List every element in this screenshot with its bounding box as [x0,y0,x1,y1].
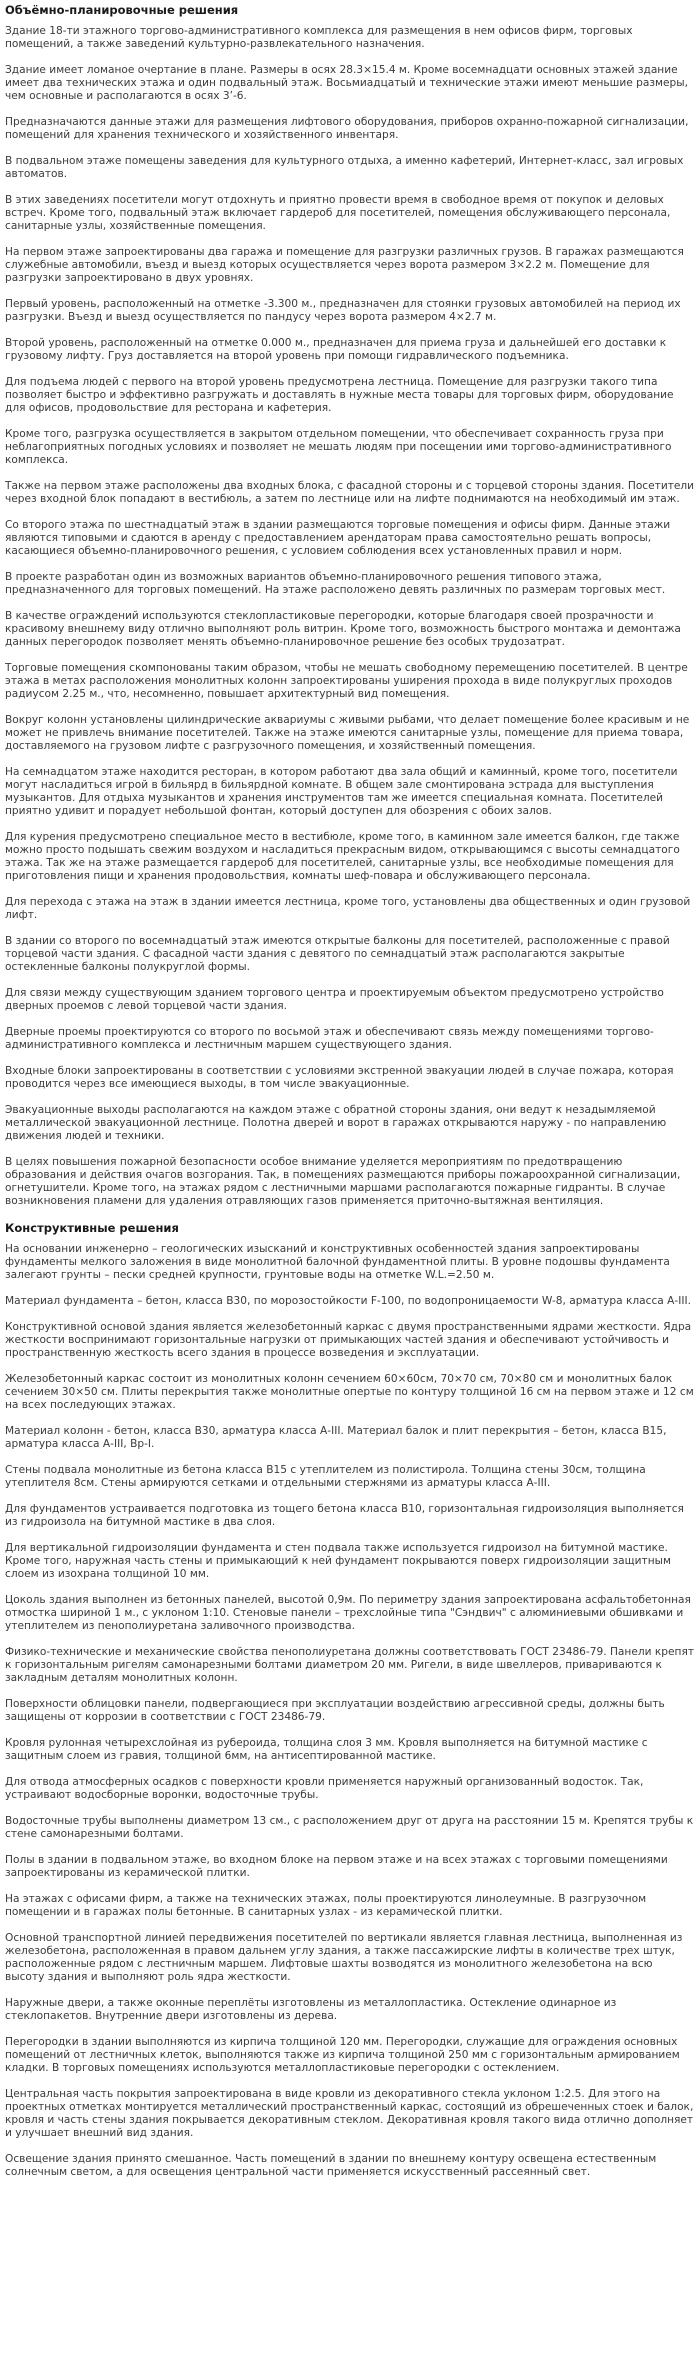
paragraph: Со второго этажа по шестнадцатый этаж в здании размещаются торговые помещения и офисы фирм. Данные этажи являются типовыми и сдаются в аренду с предоставлением арендаторам права самостоятельно решать вопросы, касающиеся объемно-планировочного решения, с условием соблюдения всех установленных правил и норм. [5,519,671,557]
paragraph: Наружные двери, а также оконные переплёты изготовлены из металлопластика. Остекление одинарное из стеклопакетов. Внутренние двери изготовлены из дерева. [5,1997,617,2022]
paragraph: Для фундаментов устраивается подготовка из тощего бетона класса В10, горизонтальная гидроизоляция выполняется из гидроизола на битумной мастике в два слоя. [5,1503,684,1528]
paragraph: Торговые помещения скомпонованы таким образом, чтобы не мешать свободному перемещению посетителей. В центре этажа в метах расположения монолитных колонн запроектированы уширения прохода в виде полукруглых проходов радиусом 2.25 м., что, несомненно, повышает архитектурный вид помещения. [5,662,688,700]
paragraph: Для подъема людей с первого на второй уровень предусмотрена лестница. Помещение для разгрузки такого типа позволяет быстро и эффективно разгружать и доставлять в нужные места товары для торговых фирм, оборудование для офисов, продовольствие для ресторана и кафетерия. [5,376,674,414]
paragraph: Освещение здания принято смешанное. Часть помещений в здании по внешнему контуру освещена естественным солнечным светом, а для освещения центральной части применяется искусственный рассеянный свет. [5,2153,657,2178]
section-body [5,25,695,1208]
paragraph: Входные блоки запроектированы в соответствии с условиями экстренной эвакуации людей в случае пожара, которая проводится через все имеющиеся выходы, в том числе эвакуационные. [5,1065,674,1090]
paragraph: Физико-технические и механические свойства пенополиуретана должны соответствовать ГОСТ 23486-79. Панели крепят к горизонтальным ригелям самонарезными болтами диаметром 20 мм. Ригели, в виде швеллеров, привариваются к закладным деталям монолитных колонн. [5,1646,694,1684]
paragraph: Также на первом этаже расположены два входных блока, с фасадной стороны и с торцевой стороны здания. Посетители через входной блок попадают в вестибюль, а затем по лестнице или на лифте поднимаются на необходимый им этаж. [5,480,695,505]
paragraph: Водосточные трубы выполнены диаметром 13 см., с расположением друг от друга на расстоянии 15 м. Крепятся трубы к стене самонарезными болтами. [5,1815,694,1840]
paragraph: Первый уровень, расположенный на отметке -3.300 м., предназначен для стоянки грузовых автомобилей на период их разгрузки. Въезд и выезд осуществляется по пандусу через ворота размером 4×2.7 м. [5,298,681,323]
paragraph: В подвальном этаже помещены заведения для культурного отдыха, а именно кафетерий, Интернет-класс, зал игровых автоматов. [5,155,684,180]
paragraph: Перегородки в здании выполняются из кирпича толщиной 120 мм. Перегородки, служащие для ограждения основных помещений от лестничных клеток, выполняются также из кирпича толщиной 250 мм с горизонтальным армированием кладки. В торговых помещениях используются металлопластиковые перегородки с остеклением. [5,2036,680,2074]
section-planning [5,3,695,1208]
paragraph: Для курения предусмотрено специальное место в вестибюле, кроме того, в каминном зале имеется балкон, где также можно просто подышать свежим воздухом и насладиться прекрасным видом, открывающимся с высоты семнадцатого этажа. Так же на этаже размещается гардероб для посетителей, санитарные узлы, все необходимые помещения для приготовления пищи и хранения продовольствия, комнаты шеф-повара и обслуживающего персонала. [5,831,680,882]
section-structural [5,1221,695,2179]
paragraph: Материал колонн - бетон, класса В30, арматура класса А-III. Материал балок и плит перекрытия – бетон, класса В15, арматура класса А-III, Вр-I. [5,1425,667,1450]
paragraph: Для отвода атмосферных осадков с поверхности кровли применяется наружный организованный водосток. Так, устраивают водосборные воронки, водосточные трубы. [5,1776,644,1801]
section-heading: Конструктивные решения [5,1221,179,1235]
paragraph: Дверные проемы проектируются со второго по восьмой этаж и обеспечивают связь между помещениями торгово-административного комплекса и лестничным маршем существующего здания. [5,1026,654,1051]
paragraph: Полы в здании в подвальном этаже, во входном блоке на первом этаже и на всех этажах с торговыми помещениями запроектированы из керамической плитки. [5,1854,668,1879]
paragraph: В качестве ограждений используются стеклопластиковые перегородки, которые благодаря своей прозрачности и красивому внешнему виду отлично выполняют роль витрин. Кроме того, возможность быстрого монтажа и демонтажа данных перегородок позволяет менять объемно-планировочное решение без особых трудозатрат. [5,610,681,648]
paragraph: Для вертикальной гидроизоляции фундамента и стен подвала также используется гидроизол на битумной мастике. Кроме того, наружная часть стены и примыкающий к ней фундамент покрываются поверх гидроизоляции защитным слоем из изохрана толщиной 10 мм. [5,1542,671,1580]
paragraph: Кроме того, разгрузка осуществляется в закрытом отдельном помещении, что обеспечивает сохранность груза при неблагоприятных погодных условиях и позволяет не мешать людям при посещении ими торгово-административного комплекса. [5,428,672,466]
paragraph: Для перехода с этажа на этаж в здании имеется лестница, кроме того, установлены два общественных и один грузовой лифт. [5,896,691,921]
paragraph: Поверхности облицовки панели, подвергающиеся при эксплуатации воздействию агрессивной среды, должны быть защищены от коррозии в соответствии с ГОСТ 23486-79. [5,1698,665,1723]
paragraph: Материал фундамента – бетон, класса В30, по морозостойкости F-100, по водопроницаемости W-8, арматура класса А-III. [5,1295,691,1307]
paragraph: Вокруг колонн установлены цилиндрические аквариумы с живыми рыбами, что делает помещение более красивым и не может не привлечь внимание посетителей. Также на этаже имеются санитарные узлы, помещение для приема товара, доставляемого на грузовом лифте с разгрузочного помещения, и хозяйственный помещения. [5,714,690,752]
paragraph: На семнадцатом этаже находится ресторан, в котором работают два зала общий и каминный, кроме того, посетители могут насладиться игрой в бильярд в бильярдной комнате. В общем зале смонтирована эстрада для выступления музыкантов. Для отдыха музыкантов и хранения инструментов там же имеется специальная комната. Посетителей приятно удивит и порадует небольшой фонтан, который доступен для обозрения с обоих залов. [5,766,678,817]
section-body [5,1243,695,2179]
paragraph: В целях повышения пожарной безопасности особое внимание уделяется мероприятиям по предотвращению образования и действия очагов возгорания. Так, в помещениях размещаются приборы пожароохранной сигнализации, огнетушители. Кроме того, на этажах рядом с лестничными маршами располагаются пожарные гидранты. В случае возникновения пламени для удаления отравляющих газов применяется приточно-вытяжная вентиляция. [5,1156,681,1207]
paragraph: Конструктивной основой здания является железобетонный каркас с двумя пространственными ядрами жесткости. Ядра жесткости воспринимают горизонтальные нагрузки от примыкающих частей здания и обеспечивают устойчивость и пространственную жесткость всего здания в процессе возведения и эксплуатации. [5,1321,692,1359]
paragraph: Железобетонный каркас состоит из монолитных колонн сечением 60×60см, 70×70 см, 70×80 см и монолитных балок сечением 30×50 см. Плиты перекрытия также монолитные опертые по контуру толщиной 16 см на первом этаже и 12 см на всех последующих этажах. [5,1373,694,1411]
paragraph: Кровля рулонная четырехслойная из рубероида, толщина слоя 3 мм. Кровля выполняется на битумной мастике с защитным слоем из гравия, толщиной 6мм, на антисептированной мастике. [5,1737,648,1762]
paragraph: Здание 18-ти этажного торгово-административного комплекса для размещения в нем офисов фирм, торговых помещений, а также заведений культурно-развлекательного назначения. [5,25,633,50]
paragraph: Здание имеет ломаное очертание в плане. Размеры в осях 28.3×15.4 м. Кроме восемнадцати основных этажей здание имеет два технических этажа и один подвальный этаж. Восьмиадцатый и технические этажи имеют меньшие размеры, чем основные и располагаются в осях 3’-6. [5,64,688,102]
paragraph: Основной транспортной линией передвижения посетителей по вертикали является главная лестница, выполненная из железобетона, расположенная в правом дальнем углу здания, а также пассажирские лифты в количестве трех штук, расположенные рядом с лестничным маршем. Лифтовые шахты возводятся из монолитного железобетона на всю высоту здания и выполняют роль ядра жесткости. [5,1932,683,1983]
paragraph: Для связи между существующим зданием торгового центра и проектируемым объектом предусмотрено устройство дверных проемов с левой торцевой части здания. [5,987,664,1012]
paragraph: Предназначаются данные этажи для размещения лифтового оборудования, приборов охранно-пожарной сигнализации, помещений для хранения технического и хозяйственного инвентаря. [5,116,689,141]
paragraph: Стены подвала монолитные из бетона класса В15 с утеплителем из полистирола. Толщина стены 30см, толщина утеплителя 8см. Стены армируются сетками и отдельными стержнями из арматуры класса А-III. [5,1464,646,1489]
section-heading: Объёмно-планировочные решения [5,3,239,17]
paragraph: На основании инженерно – геологических изысканий и конструктивных особенностей здания запроектированы фундаменты мелкого заложения в виде монолитной балочной фундаментной плиты. В уровне подошвы фундамента залегают грунты – пески средней крупности, грунтовые воды на отметке W.L.=2.50 м. [5,1243,670,1281]
paragraph: Центральная часть покрытия запроектирована в виде кровли из декоративного стекла уклоном 1:2.5. Для этого на проектных отметках монтируется металлический пространственный каркас, состоящий из обрешеченных стоек и балок, кровля и часть стены здания покрывается декоративным стеклом. Декоративная кровля такого вида отлично дополняет и улучшает внешний вид здания. [5,2088,694,2139]
paragraph: На этажах с офисами фирм, а также на технических этажах, полы проектируются линолеумные. В разгрузочном помещении и в гаражах полы бетонные. В санитарных узлах - из керамической плитки. [5,1893,647,1918]
paragraph: На первом этаже запроектированы два гаража и помещение для разгрузки различных грузов. В гаражах размещаются служебные автомобили, въезд и выезд которых осуществляется через ворота размером 3×2.2 м. Помещение для разгрузки запроектировано в двух уровнях. [5,246,684,284]
paragraph: Второй уровень, расположенный на отметке 0.000 м., предназначен для приема груза и дальнейшей его доставки к грузовому лифту. Груз доставляется на второй уровень при помощи гидравлического подъемника. [5,337,667,362]
paragraph: Эвакуационные выходы располагаются на каждом этаже с обратной стороны здания, они ведут к незадымляемой металлической эвакуационной лестнице. Полотна дверей и ворот в гаражах открываются наружу - по направлению движения людей и техники. [5,1104,667,1142]
paragraph: Цоколь здания выполнен из бетонных панелей, высотой 0,9м. По периметру здания запроектирована асфальтобетонная отмостка шириной 1 м., с уклоном 1:10. Стеновые панели – трехслойные типа "Сэндвич" с алюминиевыми обшивками и утеплителем из пенополиуретана заливочного производства. [5,1594,691,1632]
paragraph: В проекте разработан один из возможных вариантов объемно-планировочного решения типового этажа, предназначенного для торговых помещений. На этаже расположено девять различных по размерам торговых мест. [5,571,666,596]
paragraph: В здании со второго по восемнадцатый этаж имеются открытые балконы для посетителей, расположенные с правой торцевой части здания. С фасадной части здания с девятого по семнадцатый этаж располагаются закрытые остекленные балконы полукруглой формы. [5,935,670,973]
paragraph: В этих заведениях посетители могут отдохнуть и приятно провести время в свободное время от покупок и деловых встреч. Кроме того, подвальный этаж включает гардероб для посетителей, помещения обслуживающего персонала, санитарные узлы, хозяйственные помещения. [5,194,671,232]
